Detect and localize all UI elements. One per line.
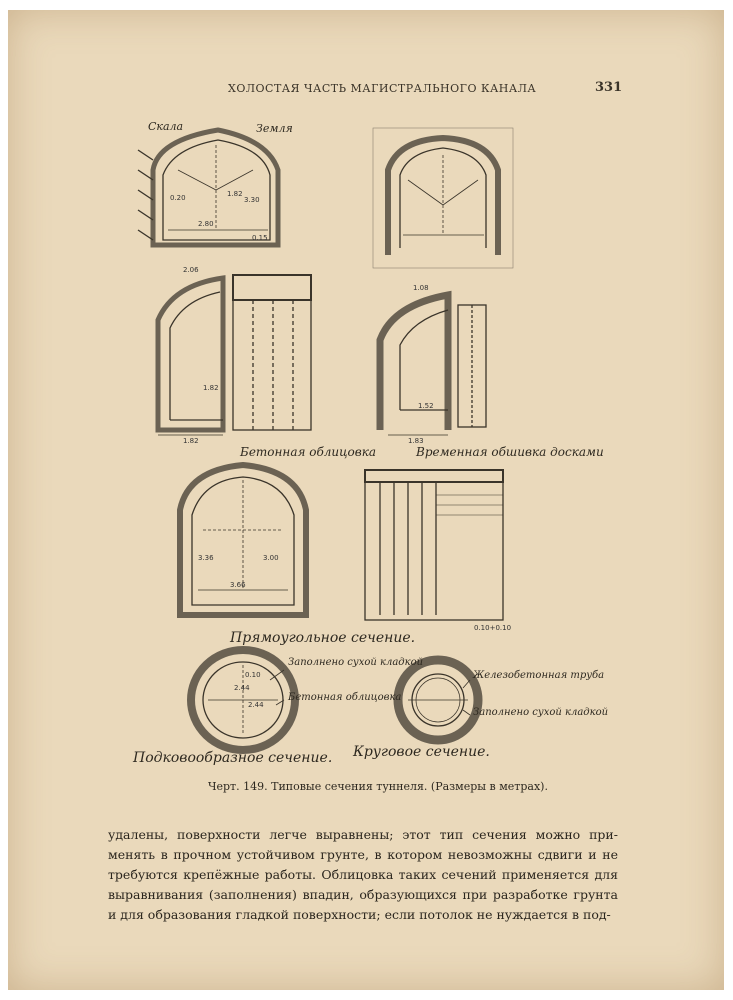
label-reinforced-concrete-pipe: Железобетонная труба: [473, 670, 605, 681]
dim-336: 3.36: [198, 554, 214, 562]
section-longitudinal-boards: [365, 470, 503, 620]
tunnel-sections-figure: [8, 10, 724, 770]
dim-244b: 2.44: [248, 701, 264, 709]
section-middle-right: [380, 295, 486, 435]
dim-015: 0.15: [252, 234, 268, 242]
running-title: ХОЛОСТАЯ ЧАСТЬ МАГИСТРАЛЬНОГО КАНАЛА: [228, 82, 537, 95]
label-temporary-lining: Временная обшивка досками: [416, 445, 604, 459]
dim-366: 3.66: [230, 581, 246, 589]
book-page: [8, 10, 724, 990]
dim-280: 2.80: [198, 220, 214, 228]
label-horseshoe-section: Подковообразное сечение.: [133, 750, 333, 766]
dim-330: 3.30: [244, 196, 260, 204]
section-middle-left: [158, 275, 311, 435]
section-rectangular: [180, 465, 306, 615]
label-concrete-lining-2: Бетонная облицовка: [288, 692, 402, 703]
dim-182c: 1.82: [183, 437, 199, 445]
page-number: 331: [595, 80, 623, 95]
body-line: удалены, поверхности легче выравнены; этот тип сечения можно при-: [108, 827, 618, 842]
section-top-right: [373, 128, 513, 268]
dim-020: 0.20: [170, 194, 186, 202]
dim-244: 2.44: [234, 684, 250, 692]
dim-108: 1.08: [413, 284, 429, 292]
body-line: и для образования гладкой поверхности; если потолок не нуждается в под-: [108, 907, 611, 922]
figure-caption: Черт. 149. Типовые сечения туннеля. (Размеры в метрах).: [208, 780, 548, 793]
dim-206: 2.06: [183, 266, 199, 274]
label-circular-section: Круговое сечение.: [353, 744, 490, 760]
label-earth: Земля: [256, 122, 293, 135]
dim-0101: 0.10+0.10: [474, 624, 512, 632]
section-circular: [398, 660, 478, 740]
dim-300: 3.00: [263, 554, 279, 562]
body-text: [108, 825, 618, 925]
label-filled-dry-masonry-2: Заполнено сухой кладкой: [473, 707, 609, 718]
body-line: выравнивания (заполнения) впадин, образующихся при разработке грунта: [108, 887, 618, 902]
body-line: требуются крепёжные работы. Облицовка таких сечений применяется для: [108, 867, 618, 882]
dim-010: 0.10: [245, 671, 261, 679]
label-rectangular-section: Прямоугольное сечение.: [230, 630, 416, 646]
section-horseshoe: [191, 650, 295, 750]
dim-152: 1.52: [418, 402, 434, 410]
label-rock: Скала: [148, 120, 184, 133]
dim-183: 1.83: [408, 437, 424, 445]
label-filled-dry-masonry: Заполнено сухой кладкой: [288, 657, 424, 668]
body-line: менять в прочном устойчивом грунте, в котором невозможны сдвиги и не: [108, 847, 618, 862]
dim-182b: 1.82: [203, 384, 219, 392]
dim-182a: 1.82: [227, 190, 243, 198]
label-concrete-lining: Бетонная облицовка: [240, 445, 377, 459]
